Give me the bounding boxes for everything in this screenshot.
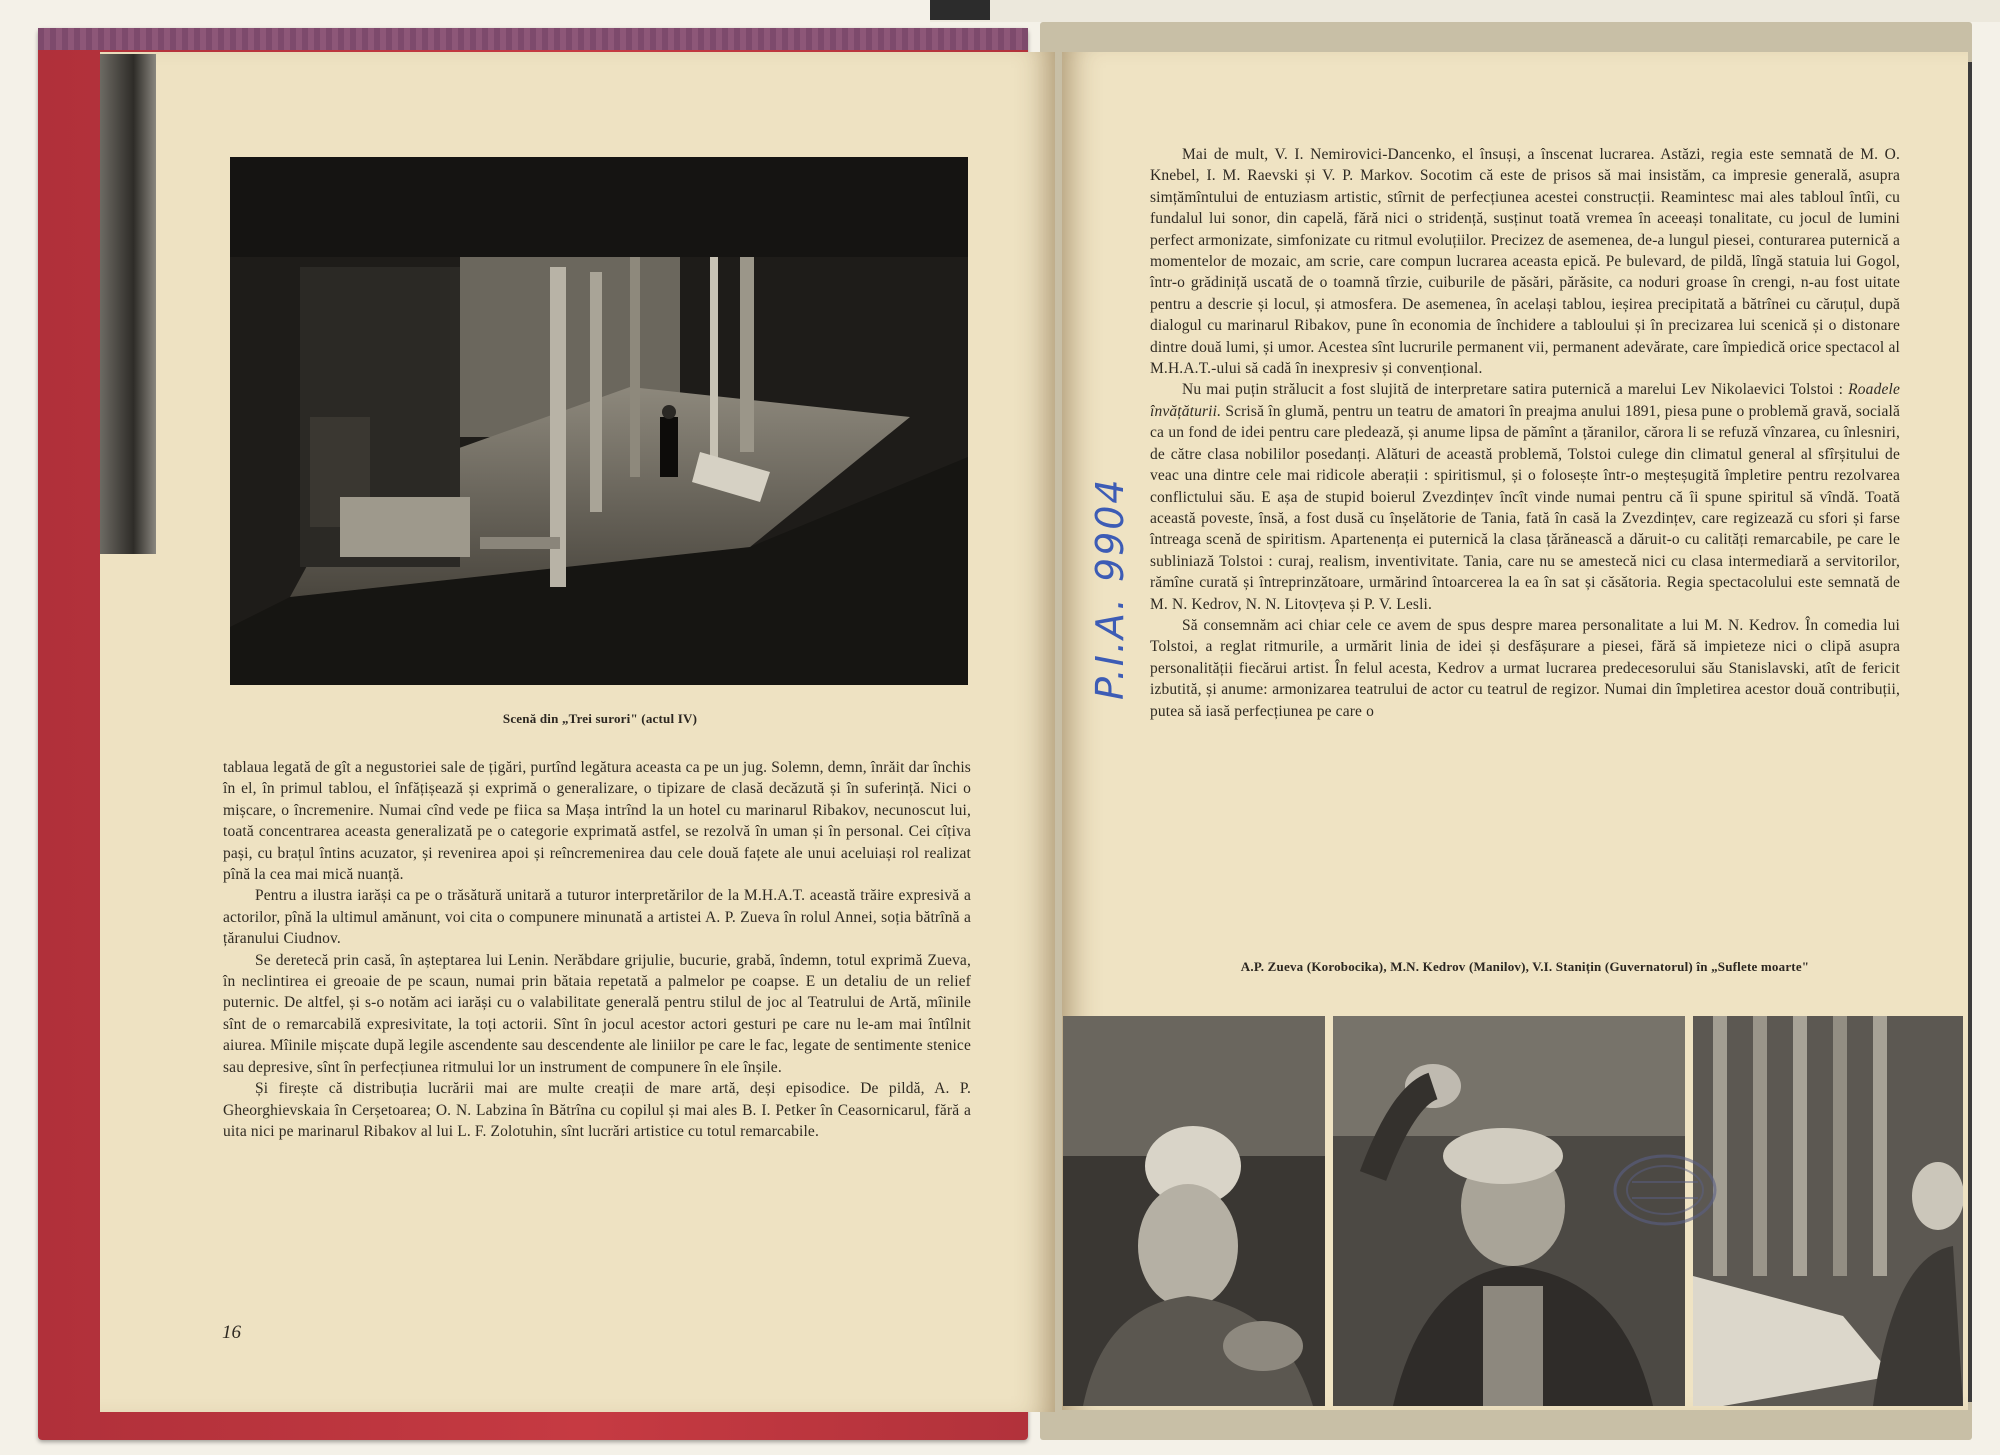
library-stamp-icon [1610,1150,1720,1230]
right-paragraph-3: Să consemnăm aci chiar cele ce avem de spus despre marea personalitate a lui M. N. Kedrov. În comedia lui Tolstoi, a reglat ritmurile, a urmărit linia de idei și desfășurare a piesei, fără să impieteze nici o clipă asupra personalității fiecărui artist. În felul acesta, Kedrov a urmat lucrarea predecesorului său Stanislavski, atît de fericit izbutită, și anume: armonizarea teatrului de actor cu teatrul de regizor. Numai din împletirea acestor două contribuții, putea să iasă perfecțiunea pe care o [1150,616,1900,720]
right-paragraph-1: Mai de mult, V. I. Nemirovici-Dancenko, el însuși, a înscenat lucrarea. Astăzi, regia este semnată de M. O. Knebel, I. M. Raevski și V. P. Markov. Socotim că este de prisos să mai insistăm, ca impresie generală, asupra simțămîntului de entuziasm artistic, stîrnit de perfecțiunea acestei construcții. Reamintesc mai ales tabloul întîi, cu fundalul lui sonor, din capelă, fără nici o stridență, susținut toată vremea în aceeași tonalitate, cu jocul de lumini perfect armonizate, simfonizate cu ritmul evoluțiilor. Precizez de asemenea, de-a lungul piesei, conturarea puternică a momentelor de mozaic, am scrie, care compun lucrarea aceasta epică. Pe bulevard, de pildă, lîngă statuia lui Gogol, într-o grădiniță uscată de o toamnă tîrzie, cuiburile de păsări, părăsite, ca noduri groase în crengi, n-au fost uitate pentru a descrie și locul, și atmosfera. De asemenea, în același tablou, ieșirea precipitată a bătrînei cu căruțul, după dialogul cu marinarul Ribakov, pune în economia de închidere a tabloului și în precizarea lui scenică și o distonare dintre două lumi, și umor. Acestea sînt lucrurile permanent vii, permanent adevărate, care împiedică orice spectacol al M.H.A.T.-ului să cadă în inexpresiv și convențional. [1150,146,1900,378]
left-paragraph-2: Pentru a ilustra iarăși ca pe o trăsătură unitară a tuturor interpretărilor de la M.H.A.T. această trăire expresivă a actorilor, pînă la ultimul amănunt, voi cita o compunere minunată a artistei A. P. Zueva în rolul Annei, soția bătrînă a țăranului Ciudnov. [223,887,971,948]
background-dark-edge [930,0,990,20]
actors-photo-caption: A.P. Zueva (Korobocika), M.N. Kedrov (Manilov), V.I. Stanițin (Guvernatorul) în „Suflete moarte" [1240,959,1810,974]
left-paragraph-3: Se deretecă prin casă, în așteptarea lui Lenin. Nerăbdare grijulie, bucurie, grabă, îndemn, totul exprimă Zueva, în neclintirea ei greoaie de pe scaun, numai prin bătaia repetată a palmelor pe coapse. E un detaliu de un relief puternic. De altfel, și s-o notăm aci iarăși cu o valabilitate generală pentru stilul de joc al Teatrului de Artă, mîinile sînt de o remarcabilă expresivitate, la toți actorii. Sînt în jocul acestor actori gesturi pe care nu le-am mai întîlnit aiurea. Mîinile mișcate după legile ascendente sau descendente ale liniilor pe care le fac, legate de sentimente stenice sau depresive, sînt în perfecțiunea ritmului lor un instrument de compunere în ele înșile. [223,951,971,1076]
actor-photo-zueva [1063,1016,1325,1406]
left-paragraph-4: Și firește că distribuția lucrării mai are multe creații de mare artă, deși episodice. De pildă, A. P. Gheorghievskaia în Cerșetoarea; O. N. Labzina în Bătrîna cu copilul și mai ales B. I. Petker în Ceasornicarul, fără a uita nici pe marinarul Ribakov al lui L. F. Zolotuhin, sînt lucrări artistice cu totul remarcabile. [223,1080,971,1140]
play-title: Roadele învățăturii. [1150,381,1900,420]
background-strip [930,0,2000,22]
actor-photo-stanitin [1693,1016,1963,1406]
stage-photo-caption: Scenă din „Trei surori" (actul IV) [502,711,698,726]
left-page-text [223,757,971,1142]
right-paragraph-2 [1150,379,1900,614]
left-paragraph-1: tablaua legată de gît a negustoriei sale de țigări, purtînd legătura aceasta ca pe un jug. Solemn, demn, înrăit dar închis în el, în primul tablou, el înfățișează și exprimă o generalizare, o tipizare de clasă decăzută și în suferință. Nici o mișcare, o încremenire. Numai cînd vede pe fiica sa Mașa intrînd la un hotel cu marinarul Ribakov, necunoscut lui, toată concentrarea aceasta generalizată pe o categorie exprimată astfel, se rezolvă în uman și în personal. Cei cîțiva pași, cu brațul întins acuzator, și revenirea apoi și reîncremenirea dau cele două fațete ale unui aceluiași rol realizat pînă la cea mai mică nuanță. [223,759,971,884]
handwritten-inventory-note: P.I.A. 9904 [1088,477,1132,700]
previous-page-edge [100,54,156,554]
right-paragraph-2-rest: Scrisă în glumă, pentru un teatru de amatori în preajma anului 1891, piesa pune o problemă gravă, socială ca un fond de idei pentru care pledează, și anume lipsa de pămînt a țăranilor, cărora li se refuză vînzarea, cu înlesniri, de către clasa nobililor posedanți. Alături de această problemă, Tolstoi culege din climatul general al sfîrșitului de veac una dintre cele mai ridicole aberații : spiritismul, și o folosește într-o meșteșugită împletire pentru rezolvarea conflictului său. E așa de stupid boierul Zvezdințev încît vinde numai pentru că îi spune spiritul să vîndă. Toată această poveste, însă, a fost dusă cu înșelătorie de Tania, fată în casă la Zvezdințev, care regizează cu sfori și farse întreaga scenă de spiritism. Apartenența ei puternică la clasa țărănească a dăruit-o cu calități remarcabile, pe care le subliniază Tolstoi : curaj, realism, inventivitate. Tania, care nu se amestecă nici cu clasa intermediară a servitorilor, rămîne curată și întreprinzătoare, urmărind întoarcerea la ea în sat și căsătoria. Regia spectacolului este semnată de M. N. Kedrov, N. N. Litovțeva și P. V. Lesli. [1150,402,1900,613]
cover-cloth-spine [38,28,1028,50]
page-number: 16 [222,1322,241,1343]
stage-scene-photo [230,157,968,685]
right-paragraph-2-start: Nu mai puțin strălucit a fost slujită de interpretare satira puternică a marelui Lev Nikolaevici Tolstoi : [1182,381,1849,399]
right-page-text [1150,144,1900,722]
